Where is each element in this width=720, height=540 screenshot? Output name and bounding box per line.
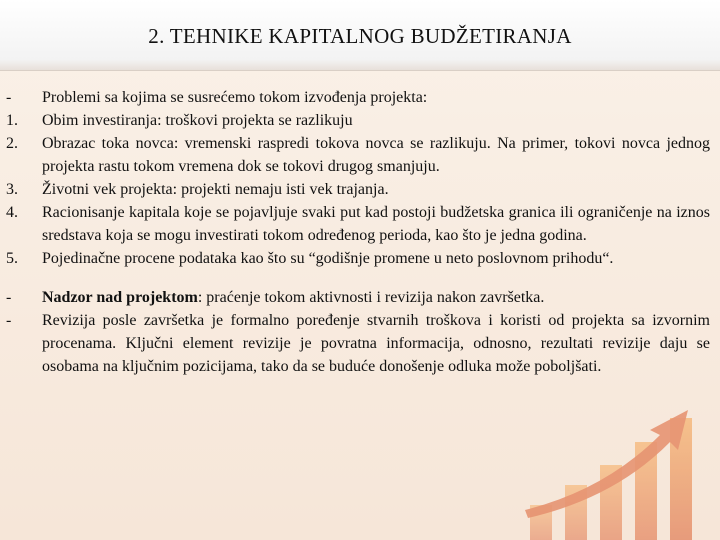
list-marker: 4. bbox=[6, 204, 18, 221]
list-item bbox=[6, 132, 710, 178]
list-item bbox=[6, 286, 710, 309]
list-item bbox=[6, 309, 710, 378]
title-bar bbox=[0, 0, 720, 71]
item-text: Problemi sa kojima se susrećemo tokom izvođenja projekta: bbox=[42, 89, 428, 106]
list-item-text bbox=[42, 86, 710, 109]
item-text: Racionisanje kapitala koje se pojavljuje svaki put kad postoji budžetska granica ili ograničenje na iznos sredstava koja se mogu investirati tokom određenog perioda, kao što je jedna godina. bbox=[42, 204, 710, 244]
list-marker: 2. bbox=[6, 135, 18, 152]
list-item-text bbox=[42, 247, 710, 270]
list-marker: 5. bbox=[6, 250, 18, 267]
list-item bbox=[6, 247, 710, 270]
bold-term: Nadzor nad projektom bbox=[42, 289, 198, 306]
list-item-text bbox=[42, 109, 710, 132]
list-item-text bbox=[42, 132, 710, 178]
list-marker: - bbox=[6, 289, 12, 306]
list-item bbox=[6, 178, 710, 201]
list-item-text bbox=[42, 178, 710, 201]
list-item bbox=[6, 109, 710, 132]
list-item bbox=[6, 201, 710, 247]
item-text: Revizija posle završetka je formalno poređenje stvarnih troškova i koristi od projekta sa izvornim procenama. Ključni element revizije je povratna informacija, odnosno, rezultati revizije daju se osobama na ključnim pozicijama, tako da se buduće donošenje odluka može poboljšati. bbox=[42, 312, 710, 375]
list-item-text bbox=[42, 309, 710, 378]
list-item-text bbox=[42, 201, 710, 247]
list-item-text bbox=[42, 286, 710, 309]
item-text: : praćenje tokom aktivnosti i revizija nakon završetka. bbox=[197, 289, 545, 306]
item-text: Pojedinačne procene podataka kao što su “godišnje promene u neto poslovnom prihodu“. bbox=[42, 250, 614, 267]
list-marker: 3. bbox=[6, 181, 18, 198]
list-marker: - bbox=[6, 312, 12, 329]
item-text: Obim investiranja: troškovi projekta se razlikuju bbox=[42, 112, 353, 129]
item-text: Obrazac toka novca: vremenski raspredi tokova novca se razlikuju. Na primer, tokovi novca jednog projekta rastu tokom vremena dok se tokovi drugog smanjuju. bbox=[42, 135, 710, 175]
growth-chart-icon bbox=[510, 380, 720, 540]
list-marker: - bbox=[6, 89, 12, 106]
list-marker: 1. bbox=[6, 112, 18, 129]
item-text: Životni vek projekta: projekti nemaju isti vek trajanja. bbox=[42, 181, 389, 198]
problems-list bbox=[6, 86, 710, 270]
slide-title: 2. TEHNIKE KAPITALNOG BUDŽETIRANJA bbox=[148, 24, 572, 48]
content-area bbox=[6, 86, 710, 378]
monitoring-list bbox=[6, 286, 710, 378]
list-item bbox=[6, 86, 710, 109]
